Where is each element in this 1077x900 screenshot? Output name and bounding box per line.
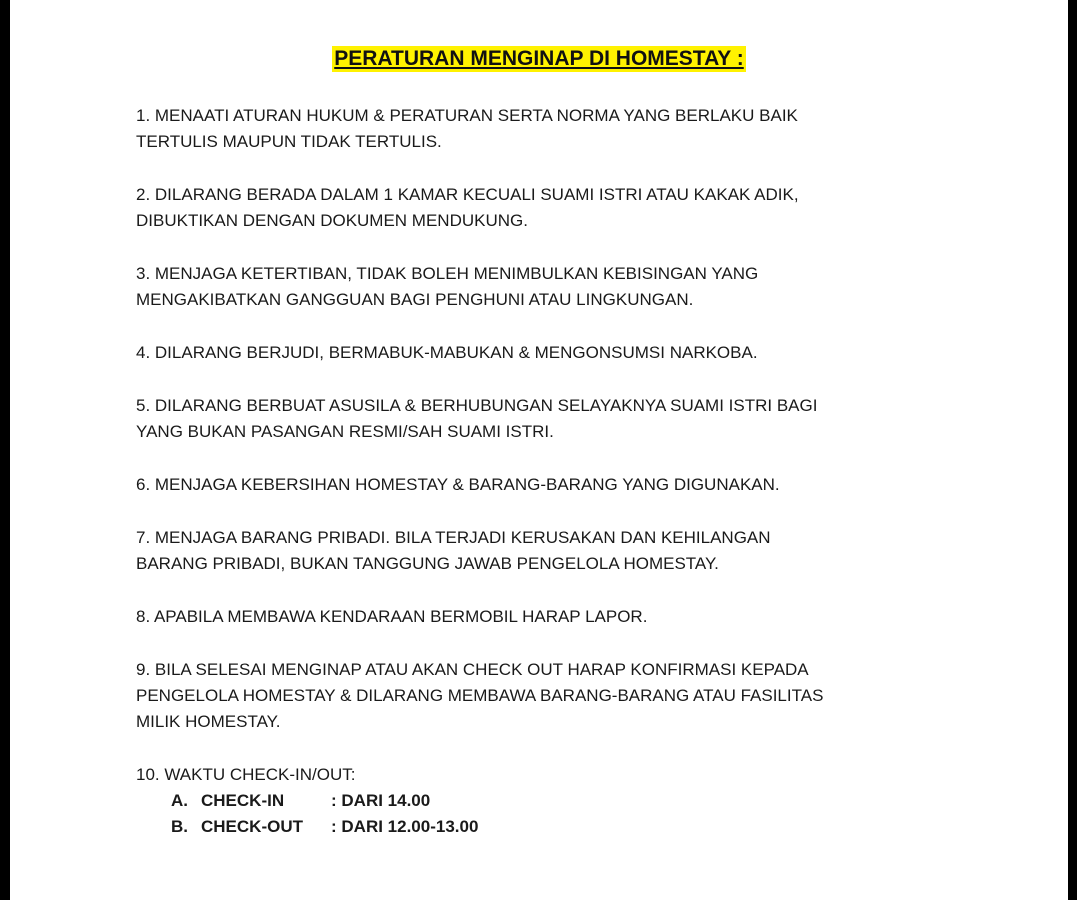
rule-text-line: YANG BUKAN PASANGAN RESMI/SAH SUAMI ISTRI. (136, 422, 554, 441)
rule-text-line: 5. DILARANG BERBUAT ASUSILA & BERHUBUNGAN SELAYAKNYA SUAMI ISTRI BAGI (136, 396, 818, 415)
checkin-label: CHECK-IN (201, 791, 285, 810)
checkout-item (171, 814, 956, 840)
checkin-letter: A. (171, 791, 188, 810)
rule-text-line: 2. DILARANG BERADA DALAM 1 KAMAR KECUALI SUAMI ISTRI ATAU KAKAK ADIK, (136, 185, 799, 204)
rule-item (136, 261, 956, 313)
checkin-heading: 10. WAKTU CHECK-IN/OUT: (136, 765, 356, 784)
rule-text-line: 1. MENAATI ATURAN HUKUM & PERATURAN SERTA NORMA YANG BERLAKU BAIK (136, 106, 798, 125)
rule-item (136, 103, 956, 155)
rule-text-line: 4. DILARANG BERJUDI, BERMABUK-MABUKAN & MENGONSUMSI NARKOBA. (136, 343, 758, 362)
rule-text-line: TERTULIS MAUPUN TIDAK TERTULIS. (136, 132, 442, 151)
rule-text-line: MILIK HOMESTAY. (136, 712, 281, 731)
rule-text-line: 3. MENJAGA KETERTIBAN, TIDAK BOLEH MENIMBULKAN KEBISINGAN YANG (136, 264, 759, 283)
checkin-value: : DARI 14.00 (331, 791, 431, 810)
rule-text-line: DIBUKTIKAN DENGAN DOKUMEN MENDUKUNG. (136, 211, 528, 230)
rule-item (136, 657, 956, 735)
rule-text-line: MENGAKIBATKAN GANGGUAN BAGI PENGHUNI ATAU LINGKUNGAN. (136, 290, 694, 309)
rule-item (136, 182, 956, 234)
rules-list (136, 103, 956, 840)
rule-text-line: 6. MENJAGA KEBERSIHAN HOMESTAY & BARANG-BARANG YANG DIGUNAKAN. (136, 475, 780, 494)
rule-text-line: 8. APABILA MEMBAWA KENDARAAN BERMOBIL HARAP LAPOR. (136, 607, 648, 626)
checkout-letter: B. (171, 817, 188, 836)
rule-item (136, 393, 956, 445)
rule-item (136, 604, 956, 630)
title-container (10, 46, 1068, 72)
rule-item (136, 340, 956, 366)
checkout-value: : DARI 12.00-13.00 (331, 817, 479, 836)
rule-text-line: 9. BILA SELESAI MENGINAP ATAU AKAN CHECK OUT HARAP KONFIRMASI KEPADA (136, 660, 809, 679)
checkout-label: CHECK-OUT (201, 817, 303, 836)
rule-item (136, 525, 956, 577)
checkin-item (171, 788, 956, 814)
rule-text-line: 7. MENJAGA BARANG PRIBADI. BILA TERJADI KERUSAKAN DAN KEHILANGAN (136, 528, 771, 547)
rule-text-line: PENGELOLA HOMESTAY & DILARANG MEMBAWA BARANG-BARANG ATAU FASILITAS (136, 686, 824, 705)
document-title: PERATURAN MENGINAP DI HOMESTAY : (334, 47, 744, 70)
rule-item (136, 472, 956, 498)
checkin-sub-list (136, 788, 956, 840)
document-page (10, 0, 1068, 900)
rule-item-checkin-times (136, 762, 956, 840)
rule-text-line: BARANG PRIBADI, BUKAN TANGGUNG JAWAB PENGELOLA HOMESTAY. (136, 554, 719, 573)
